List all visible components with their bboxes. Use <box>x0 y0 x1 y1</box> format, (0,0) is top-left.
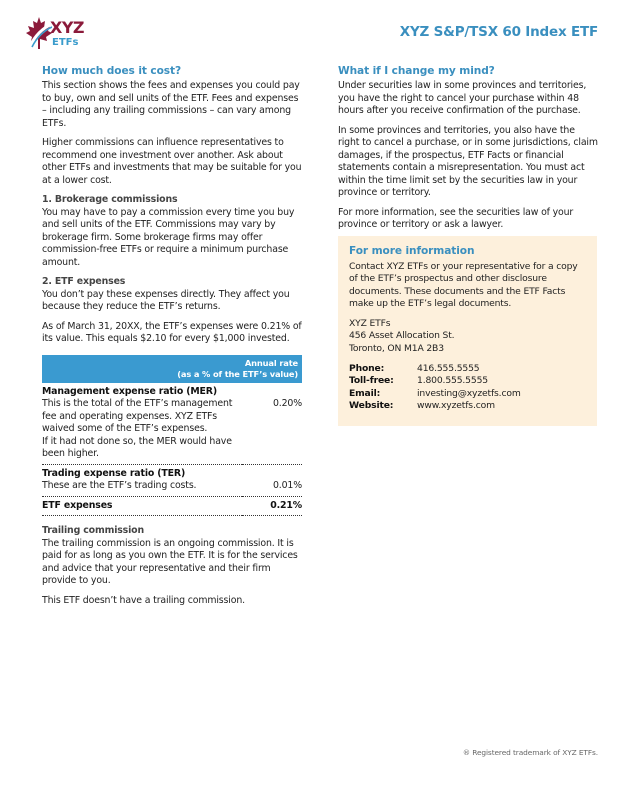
table-row <box>42 464 302 480</box>
change-mind-p3: For more information, see the securities law of your province or territory or ask a lawyer. <box>338 206 574 230</box>
logo-subtext: ETFs <box>52 37 79 48</box>
change-mind-p1: Under securities law in some provinces and territories, you have the right to cancel your purchase within 48 hours after you receive confirmation of the purchase. <box>338 80 587 116</box>
trailing-text: The trailing commission is an ongoing commission. It is paid for as long as you own the ETF. It is for the services and advice that your representative and their firm provide to you. <box>42 537 298 586</box>
ter-rate: 0.01% <box>242 480 302 496</box>
website-label: Website: <box>349 399 394 411</box>
company-logo <box>26 16 90 52</box>
phone-value[interactable]: 416.555.5555 <box>417 363 480 375</box>
trailing-none: This ETF doesn’t have a trailing commission. <box>42 594 245 606</box>
cost-heading: How much does it cost? <box>42 65 182 77</box>
brokerage-title: 1. Brokerage commissions <box>42 194 178 205</box>
phone-label: Phone: <box>349 363 385 375</box>
table-row <box>42 383 302 399</box>
expenses-asof: As of March 31, 20XX, the ETF’s expenses were 0.21% of its value. This equals $2.10 for every $1,000 invested. <box>42 320 302 344</box>
more-info-heading: For more information <box>349 245 475 257</box>
change-mind-p2: In some provinces and territories, you also have the right to cancel a purchase, or in some jurisdictions, claim damages, if the prospectus, ETF Facts or financial statements contain a misrepresentation. You must act within the time limit set by the securities law in your province or territory. <box>338 124 598 198</box>
fees-table-header <box>42 355 302 383</box>
fees-table <box>42 355 302 517</box>
mer-desc: This is the total of the ETF’s management fee and operating expenses. XYZ ETFs waived some of the ETF’s expenses. <box>42 398 233 434</box>
tollfree-value[interactable]: 1.800.555.5555 <box>417 375 488 387</box>
website-link[interactable]: www.xyzetfs.com <box>417 399 495 411</box>
total-rate: 0.21% <box>242 496 302 516</box>
address-line: XYZ ETFs <box>349 318 391 330</box>
trademark-footer: ® Registered trademark of XYZ ETFs. <box>462 748 598 757</box>
table-row <box>42 496 302 516</box>
cost-influence: Higher commissions can influence representatives to recommend one investment over another. Ask about other ETFs and investments that may be suitable for you at a lower cost. <box>42 137 302 186</box>
brokerage-text: You may have to pay a commission every time you buy and sell units of the ETF. Commissions may vary by brokerage firm. Some brokerage firms may offer commission-free ETFs or require a minimum purchase amount. <box>42 206 295 268</box>
cost-intro: This section shows the fees and expenses you could pay to buy, own and sell units of the ETF. Fees and expenses – including any trailing commissions – can vary among ETFs. <box>42 80 300 129</box>
address <box>349 318 586 355</box>
mer-title: Management expense ratio (MER) <box>42 385 217 397</box>
trailing-title: Trailing commission <box>42 525 144 536</box>
table-row <box>42 480 302 496</box>
total-title: ETF expenses <box>42 496 242 516</box>
document-title: XYZ S&P/TSX 60 Index ETF <box>399 24 598 40</box>
more-info-text: Contact XYZ ETFs or your representative for a copy of the ETF’s prospectus and other disclosure documents. These documents and the ETF Facts make up the ETF’s legal documents. <box>349 261 578 309</box>
address-line: Toronto, ON M1A 2B3 <box>349 342 444 354</box>
address-line: 456 Asset Allocation St. <box>349 330 455 342</box>
email-link[interactable]: investing@xyzetfs.com <box>417 387 521 399</box>
maple-leaf-icon <box>26 16 52 50</box>
email-label: Email: <box>349 387 381 399</box>
ter-desc: These are the ETF’s trading costs. <box>42 480 242 496</box>
header-annual-rate: Annual rate <box>244 357 298 368</box>
mer-desc-note: If it had not done so, the MER would have been higher. <box>42 435 232 459</box>
change-mind-section <box>338 64 598 239</box>
table-row <box>42 398 302 464</box>
expenses-title: 2. ETF expenses <box>42 276 126 287</box>
mer-rate: 0.20% <box>242 398 302 464</box>
cost-section <box>42 64 302 614</box>
logo-text: XYZ <box>50 18 85 37</box>
contact-list <box>349 363 586 412</box>
expenses-text: You don’t pay these expenses directly. They affect you because they reduce the ETF’s returns. <box>42 288 290 312</box>
tollfree-label: Toll-free: <box>349 375 394 387</box>
change-mind-heading: What if I change my mind? <box>338 65 495 77</box>
more-info-box <box>338 236 597 426</box>
header-annual-rate-sub: (as a % of the ETF’s value) <box>177 368 298 379</box>
ter-title: Trading expense ratio (TER) <box>42 467 186 479</box>
